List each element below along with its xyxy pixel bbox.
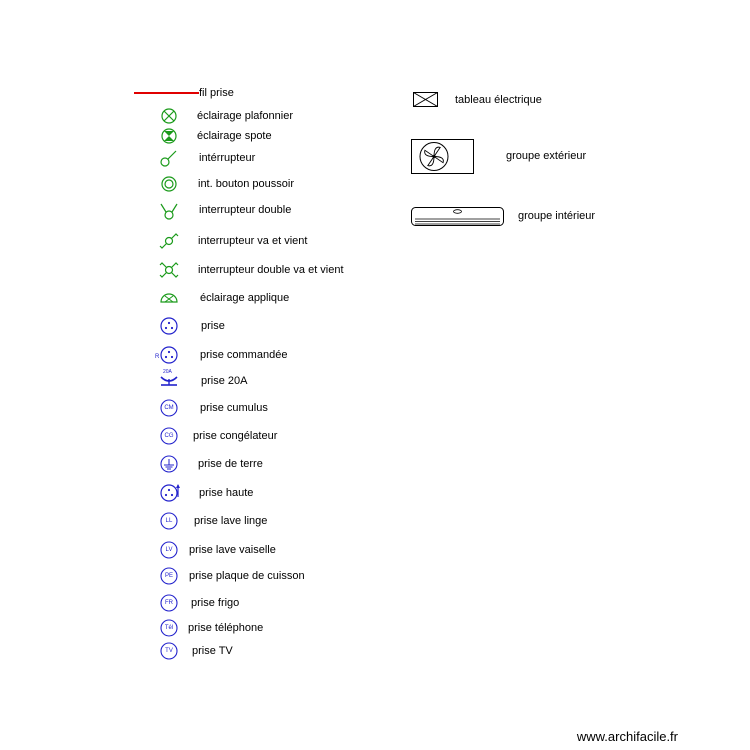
legend-item-label: groupe intérieur: [518, 210, 596, 222]
socket-code-text: Tél: [164, 625, 174, 631]
legend-item-label: prise congélateur: [193, 430, 278, 442]
legend-item-label: éclairage applique: [200, 292, 290, 304]
socket-code-text: LL: [165, 518, 173, 524]
two-way-switch-icon: [149, 227, 189, 255]
double-two-way-switch-icon: [149, 256, 189, 284]
legend-item-label: prise cumulus: [200, 402, 268, 414]
legend-item-label: interrupteur va et vient: [198, 235, 308, 247]
ground-socket-icon: [149, 450, 189, 478]
legend-item-label: tableau électrique: [455, 94, 542, 106]
socket-icon: [149, 312, 189, 340]
socket-code-text: TV: [165, 648, 173, 654]
wall-light-icon: [149, 284, 189, 312]
legend-item-label: prise téléphone: [188, 622, 264, 634]
indoor-unit-icon: [411, 207, 511, 247]
socket-badge-text: 20A: [163, 369, 172, 375]
watermark: www.archifacile.fr: [576, 729, 678, 744]
double-switch-icon: [149, 196, 189, 224]
legend-item-label: intérrupteur: [199, 152, 256, 164]
legend-item-label: interrupteur double va et vient: [198, 264, 344, 276]
outdoor-unit-icon: [411, 139, 511, 179]
push-button-icon: [149, 170, 189, 198]
socket-code-text: FR: [165, 600, 173, 606]
legend-item-label: prise: [201, 320, 225, 332]
socket-code-text: PE: [164, 573, 173, 579]
legend-item-label: prise haute: [199, 487, 254, 499]
switch-icon: [149, 144, 189, 172]
legend-item-label: prise commandée: [200, 349, 288, 361]
high-socket-icon: [149, 479, 189, 507]
socket-badge-text: R: [155, 354, 160, 360]
legend-item-label: groupe extérieur: [506, 150, 587, 162]
legend-item-label: interrupteur double: [199, 204, 292, 216]
legend-item-label: prise frigo: [191, 597, 240, 609]
legend-item-label: fil prise: [199, 87, 234, 99]
legend-item-label: prise lave vaiselle: [189, 544, 276, 556]
legend-item-label: int. bouton poussoir: [198, 178, 295, 190]
legend-item-label: prise 20A: [201, 375, 248, 387]
legend-item-label: prise TV: [192, 645, 233, 657]
legend-item-label: prise lave linge: [194, 515, 268, 527]
legend-item-label: prise plaque de cuisson: [189, 570, 305, 582]
socket-code-text: CM: [164, 405, 174, 411]
legend-item-label: éclairage spote: [197, 130, 272, 142]
legend-item-label: éclairage plafonnier: [197, 110, 294, 122]
legend-item-label: prise de terre: [198, 458, 263, 470]
socket-code-text: LV: [165, 547, 173, 553]
socket-code-text: CG: [164, 433, 174, 439]
